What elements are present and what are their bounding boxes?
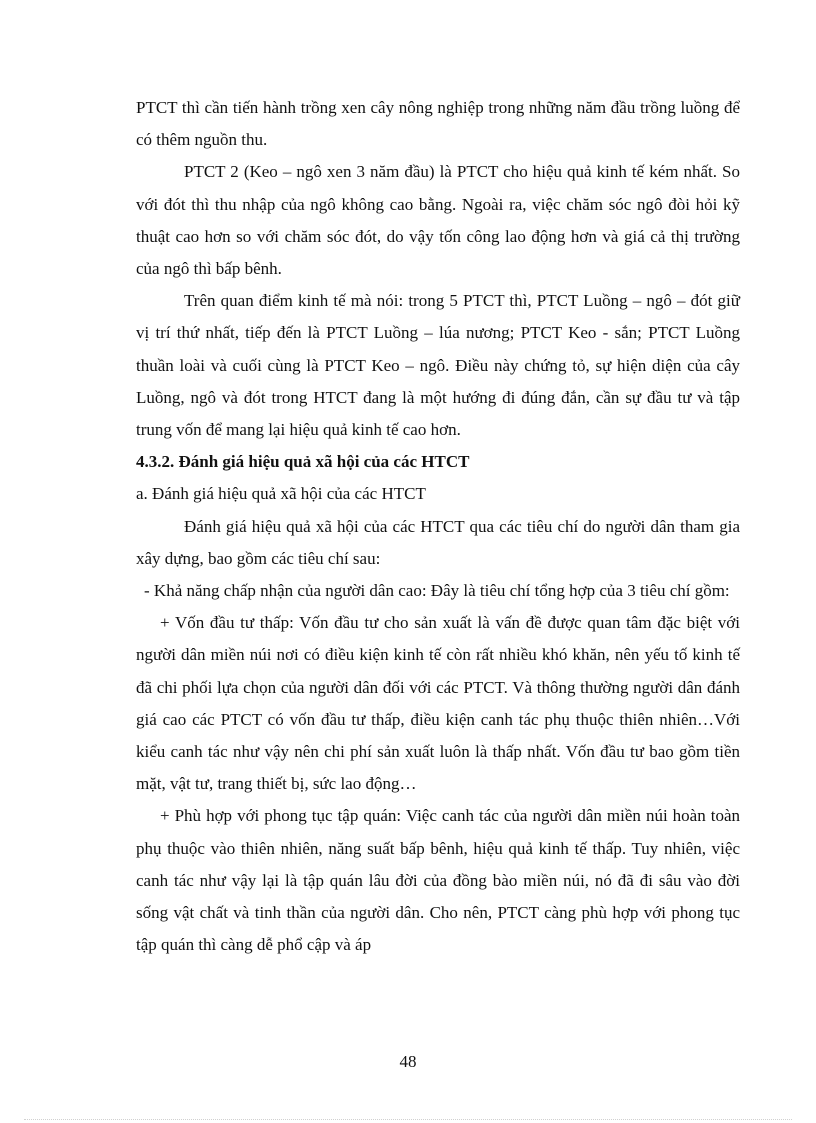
paragraph-criteria-intro: Đánh giá hiệu quả xã hội của các HTCT qua các tiêu chí do người dân tham gia xây dựng, bao gồm các tiêu chí sau: bbox=[136, 516, 740, 568]
paragraph-economic-view: Trên quan điểm kinh tế mà nói: trong 5 PTCT thì, PTCT Luồng – ngô – đót giữ vị trí thứ nhất, tiếp đến là PTCT Luồng – lúa nương; PTCT Keo - sắn; PTCT Luồng thuần loài và cuối cùng là PTCT Keo – ngô. Điều này chứng tỏ, sự hiện diện của cây Luồng, ngô và đót trong HTCT đang là một hướng đi đúng đắn, cần sự đầu tư và tập trung vốn để mang lại hiệu quả kinh tế cao hơn. bbox=[136, 291, 740, 440]
subsection-heading: a. Đánh giá hiệu quả xã hội của các HTCT bbox=[136, 484, 426, 504]
page-bottom-divider bbox=[24, 1119, 792, 1120]
page-body bbox=[136, 92, 740, 961]
paragraph-acceptance: - Khả năng chấp nhận của người dân cao: Đây là tiêu chí tổng hợp của 3 tiêu chí gồm: bbox=[144, 581, 730, 601]
paragraph-low-investment: + Vốn đầu tư thấp: Vốn đầu tư cho sản xuất là vấn đề được quan tâm đặc biệt với người dân miền núi nơi có điều kiện kinh tế còn rất nhiều khó khăn, nên yếu tố kinh tế đã chi phối lựa chọn của người dân đối với các PTCT. Và thông thường người dân đánh giá cao các PTCT có vốn đầu tư thấp, điều kiện canh tác phụ thuộc thiên nhiên…Với kiểu canh tác như vậy nên chi phí sản xuất luôn là thấp nhất. Vốn đầu tư bao gồm tiền mặt, vật tư, trang thiết bị, sức lao động… bbox=[136, 613, 740, 794]
paragraph-continuation: PTCT thì cần tiến hành trồng xen cây nông nghiệp trong những năm đầu trồng luồng để có thêm nguồn thu. bbox=[136, 98, 740, 150]
section-heading: 4.3.2. Đánh giá hiệu quả xã hội của các HTCT bbox=[136, 452, 470, 472]
paragraph-ptct2: PTCT 2 (Keo – ngô xen 3 năm đầu) là PTCT cho hiệu quả kinh tế kém nhất. So với đót thì thu nhập của ngô không cao bằng. Ngoài ra, việc chăm sóc ngô đòi hỏi kỹ thuật cao hơn so với chăm sóc đót, do vậy tốn công lao động hơn và giá cả thị trường của ngô thì bấp bênh. bbox=[136, 162, 740, 279]
paragraph-customs: + Phù hợp với phong tục tập quán: Việc canh tác của người dân miền núi hoàn toàn phụ thuộc vào thiên nhiên, năng suất bấp bênh, hiệu quả kinh tế thấp. Tuy nhiên, việc canh tác như vậy lại là tập quán lâu đời của đồng bào miền núi, nó đã đi sâu vào đời sống vật chất và tinh thần của người dân. Cho nên, PTCT càng phù hợp với phong tục tập quán thì càng dễ phổ cập và áp bbox=[136, 806, 740, 955]
page-number: 48 bbox=[399, 1052, 417, 1071]
